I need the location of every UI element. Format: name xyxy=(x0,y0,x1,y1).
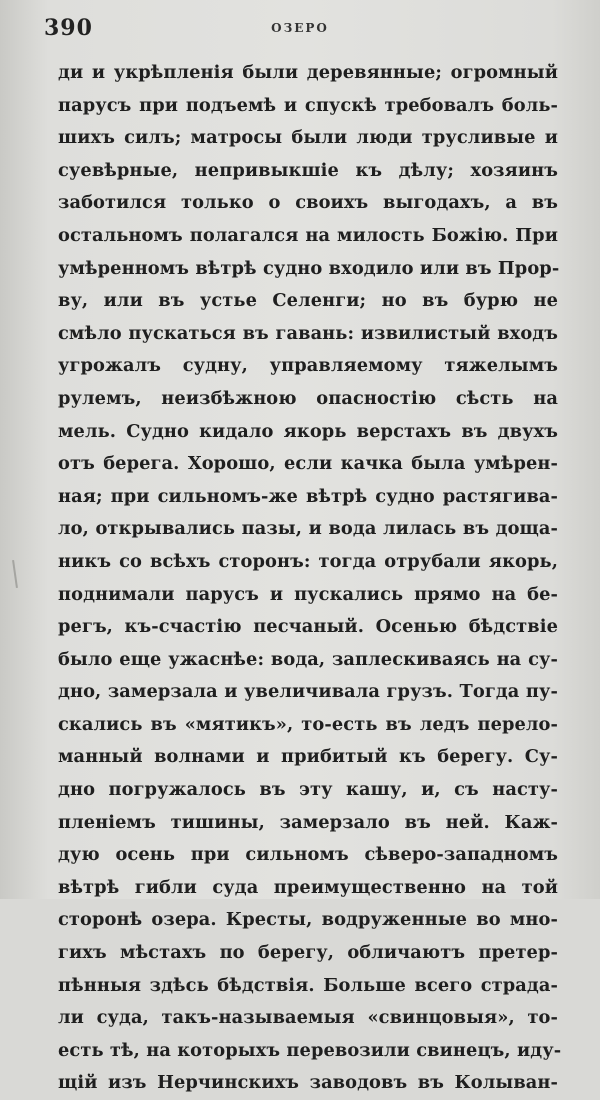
text-line: отъ берега. Хорошо, если качка была умѣрен- xyxy=(58,453,558,475)
text-line: смѣло пускаться въ гавань: извилистый входъ xyxy=(58,322,558,344)
text-line: заботился только о своихъ выгодахъ, а въ xyxy=(58,192,558,214)
text-line: рулемъ, неизбѣжною опасностію сѣсть на xyxy=(58,387,558,409)
text-line: ная; при сильномъ-же вѣтрѣ судно растягива- xyxy=(58,485,558,507)
text-line: угрожалъ судну, управляемому тяжелымъ xyxy=(58,355,558,377)
text-line: умѣренномъ вѣтрѣ судно входило или въ Прор- xyxy=(58,257,560,279)
text-line: никъ со всѣхъ сторонъ: тогда отрубали якорь, xyxy=(58,550,558,572)
text-line: гихъ мѣстахъ по берегу, обличаютъ претер- xyxy=(58,942,558,964)
text-line: дно, замерзала и увеличивала грузъ. Тогда пу- xyxy=(58,681,558,703)
text-line: вѣтрѣ гибли суда преимущественно на той xyxy=(58,876,558,898)
margin-mark xyxy=(12,560,18,588)
text-line: дую осень при сильномъ сѣверо-западномъ xyxy=(58,844,558,866)
text-line: пѣнныя здѣсь бѣдствія. Больше всего страда- xyxy=(58,974,558,996)
text-line: ло, открывались пазы, и вода лилась въ доща- xyxy=(58,518,558,540)
text-line: регъ, къ-счастію песчаный. Осенью бѣдствіе xyxy=(58,616,558,638)
text-line: ли суда, такъ-называемыя «свинцовыя», то- xyxy=(58,1007,558,1029)
text-line: щій изъ Нерчинскихъ заводовъ въ Колыван- xyxy=(58,1072,558,1094)
text-line: сторонѣ озера. Кресты, водруженные во мно- xyxy=(58,909,558,931)
text-line: пленіемъ тишины, замерзало въ ней. Каж- xyxy=(58,811,558,833)
page-number: 390 xyxy=(44,15,93,41)
text-line: парусъ при подъемѣ и спускѣ требовалъ боль- xyxy=(58,94,558,116)
running-head: ОЗЕРО xyxy=(271,21,329,35)
text-line: шихъ силъ; матросы были люди трусливые и xyxy=(58,127,558,149)
text-line: мель. Судно кидало якорь верстахъ въ двухъ xyxy=(58,420,558,442)
text-line: скались въ «мятикъ», то-есть въ ледъ перело- xyxy=(58,713,558,735)
text-line: суевѣрные, непривыкшіе къ дѣлу; хозяинъ xyxy=(58,159,558,181)
text-line: ву, или въ устье Селенги; но въ бурю не xyxy=(58,290,558,312)
text-line: остальномъ полагался на милость Божію. При xyxy=(58,224,558,246)
text-line: дно погружалось въ эту кашу, и, съ насту- xyxy=(58,779,558,801)
text-line: было еще ужаснѣе: вода, заплескиваясь на су- xyxy=(58,648,558,670)
body-text xyxy=(58,57,562,1100)
text-line: есть тѣ, на которыхъ перевозили свинецъ, иду- xyxy=(58,1039,562,1061)
text-line: манный волнами и прибитый къ берегу. Су- xyxy=(58,746,558,768)
text-line: поднимали парусъ и пускались прямо на бе- xyxy=(58,583,558,605)
text-line: ди и укрѣпленія были деревянные; огромный xyxy=(58,62,558,83)
